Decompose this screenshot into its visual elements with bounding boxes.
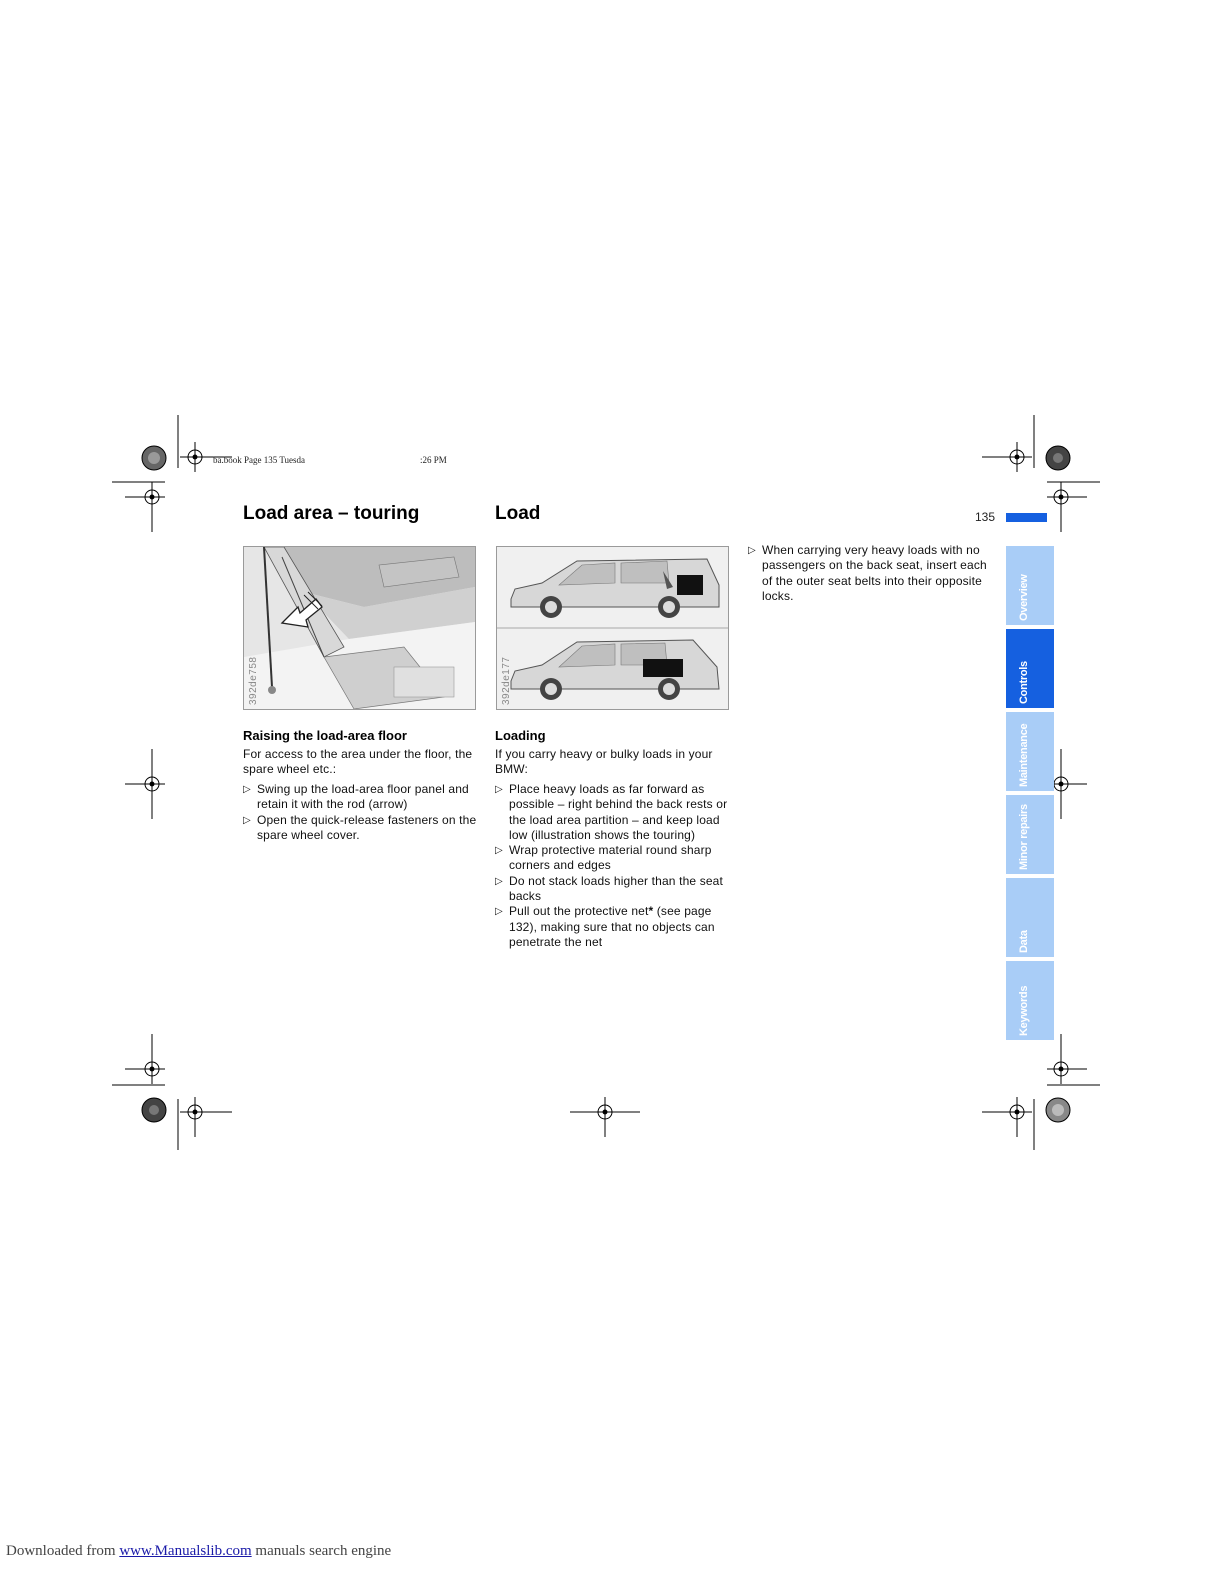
subheading-loading: Loading bbox=[495, 728, 546, 743]
tab-maintenance[interactable]: Maintenance bbox=[1006, 712, 1054, 791]
bullet-triangle-icon: ▷ bbox=[495, 784, 503, 795]
figure-code: 392de758 bbox=[248, 656, 259, 705]
list-item: ▷ When carrying very heavy loads with no passengers on the back seat, insert each of the outer seat belts into their opposite locks. bbox=[748, 543, 987, 603]
print-header-time: :26 PM bbox=[420, 455, 447, 465]
list-item: ▷ Swing up the load-area floor panel and retain it with the rod (arrow) bbox=[243, 782, 469, 812]
touring-car-drawing bbox=[497, 547, 728, 627]
bullet-triangle-icon: ▷ bbox=[243, 784, 251, 795]
tab-data[interactable]: Data bbox=[1006, 878, 1054, 957]
bullet-triangle-icon: ▷ bbox=[495, 875, 503, 887]
loading-tips bbox=[495, 782, 739, 950]
load-area-floor-illustration bbox=[243, 546, 476, 710]
bullet-triangle-icon: ▷ bbox=[495, 906, 503, 918]
bullet-triangle-icon: ▷ bbox=[748, 545, 756, 556]
heavy-load-tips bbox=[748, 543, 993, 604]
list-item: ▷ Do not stack loads higher than the seat backs bbox=[495, 873, 723, 904]
optional-equipment-star: * bbox=[648, 904, 654, 919]
bullet-triangle-icon: ▷ bbox=[495, 845, 503, 857]
raising-floor-steps bbox=[243, 782, 483, 843]
list-item: ▷ Wrap protective material round sharp corners and edges bbox=[495, 843, 712, 873]
tab-minor-repairs[interactable]: Minor repairs bbox=[1006, 795, 1054, 874]
sedan-car-drawing bbox=[497, 629, 728, 709]
subheading-raising-floor: Raising the load-area floor bbox=[243, 728, 407, 743]
list-item: ▷ Place heavy loads as far forward as possible – right behind the back rests or the load area partition – and keep load low (illustration shows the touring) bbox=[495, 782, 728, 842]
section-tabs bbox=[1006, 546, 1054, 1044]
figure-code: 392de177 bbox=[501, 656, 512, 705]
tab-keywords[interactable]: Keywords bbox=[1006, 961, 1054, 1040]
car-loading-illustration bbox=[496, 546, 729, 710]
section-title-load: Load bbox=[495, 503, 541, 524]
intro-paragraph: If you carry heavy or bulky loads in your BMW: bbox=[495, 747, 713, 777]
print-header-info: ba.book Page 135 Tuesda bbox=[213, 455, 305, 465]
page-number: 135 bbox=[975, 510, 996, 524]
list-item: ▷ Open the quick-release fasteners on the spare wheel cover. bbox=[243, 812, 477, 842]
tab-controls[interactable]: Controls bbox=[1006, 629, 1054, 708]
list-item: ▷ Pull out the protective net* (see page 132), making sure that no objects can penetrate the net bbox=[495, 904, 715, 949]
page-number-bar bbox=[1006, 513, 1047, 522]
section-title-load-area: Load area – touring bbox=[243, 503, 420, 524]
download-footer: Downloaded from www.Manualslib.com manuals search engine bbox=[6, 1543, 392, 1559]
bullet-triangle-icon: ▷ bbox=[243, 814, 251, 826]
intro-paragraph: For access to the area under the floor, the spare wheel etc.: bbox=[243, 747, 473, 777]
manualslib-link[interactable]: www.Manualslib.com bbox=[119, 1543, 252, 1559]
tab-overview[interactable]: Overview bbox=[1006, 546, 1054, 625]
